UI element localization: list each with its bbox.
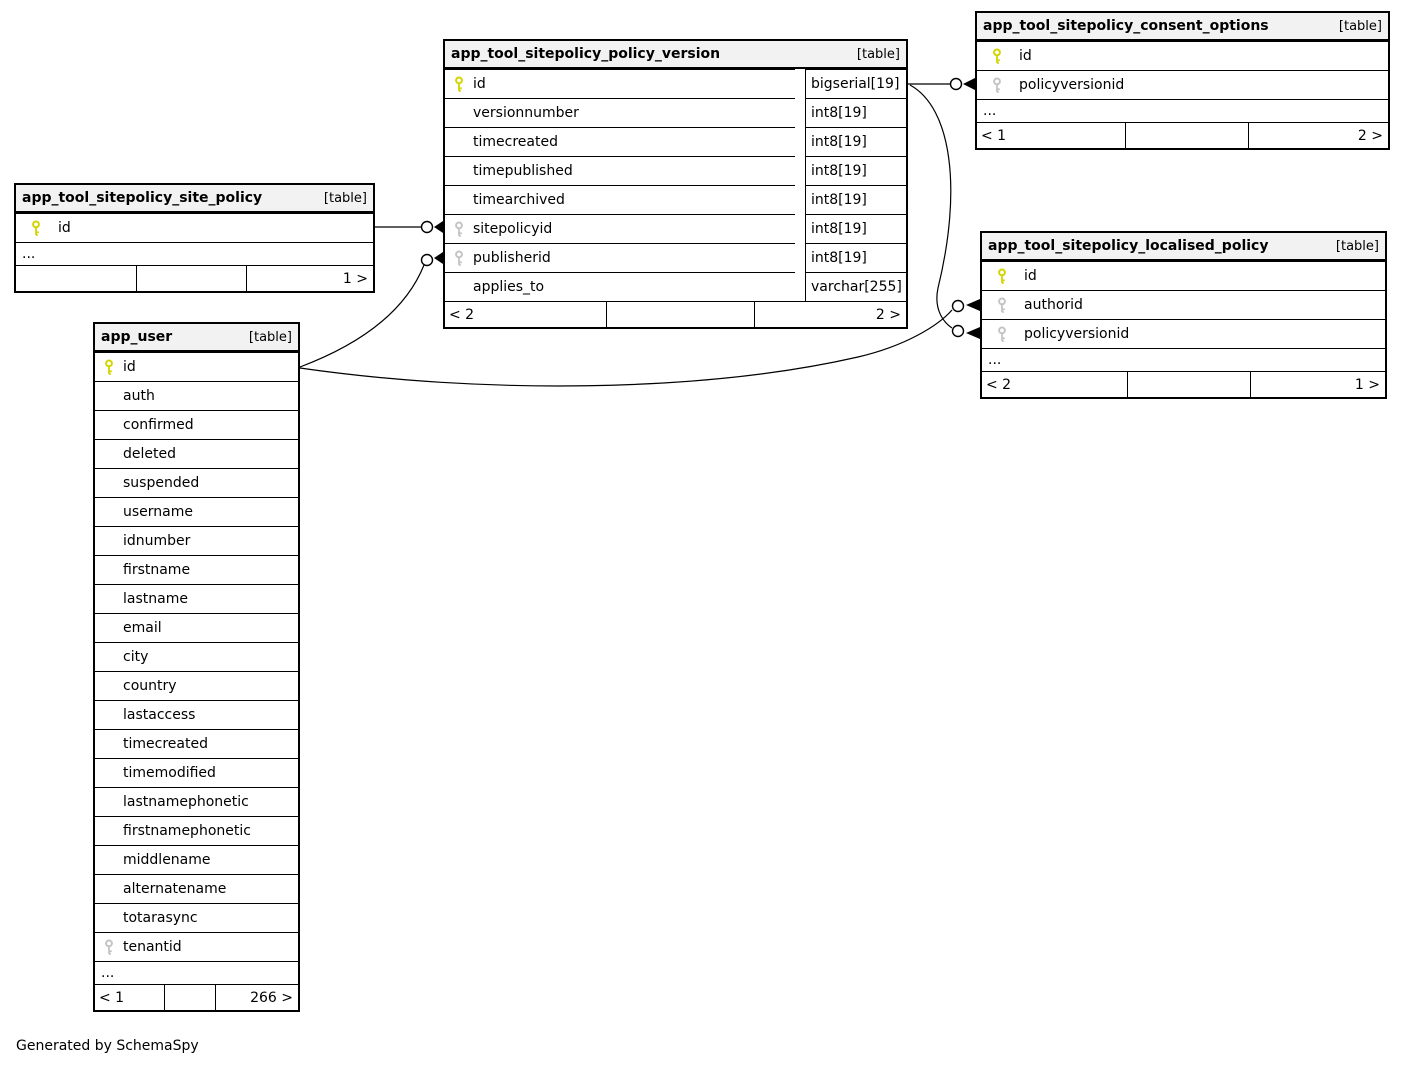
table-name[interactable]: app_tool_sitepolicy_site_policy <box>22 190 263 206</box>
column-name: authorid <box>1024 297 1083 313</box>
column-name: timecreated <box>473 134 558 150</box>
column-name: policyversionid <box>1024 326 1130 342</box>
column-cell <box>445 185 795 214</box>
column-row <box>95 410 298 439</box>
column-name: applies_to <box>473 279 545 295</box>
column-cell <box>445 127 795 156</box>
column-type: int8[19] <box>805 98 906 127</box>
column-name: id <box>1019 48 1032 64</box>
column-name: firstname <box>123 562 191 578</box>
foreign-key-icon <box>99 939 119 955</box>
footer-middle-cell <box>1127 372 1250 397</box>
column-row <box>95 613 298 642</box>
column-cell <box>445 69 795 98</box>
column-cell <box>95 468 298 497</box>
hidden-columns-indicator: ... <box>977 99 1388 122</box>
table-type-badge: [table] <box>1335 238 1379 254</box>
column-row <box>95 352 298 381</box>
column-cell <box>445 98 795 127</box>
column-row <box>95 845 298 874</box>
relationship-site_policy-to-policy_version <box>375 221 443 233</box>
table-consent_options <box>975 11 1390 150</box>
column-name: policyversionid <box>1019 77 1125 93</box>
column-name: alternatename <box>123 881 227 897</box>
column-cell <box>95 700 298 729</box>
crow-foot-arrow-icon <box>966 327 980 339</box>
column-name: timepublished <box>473 163 573 179</box>
column-row <box>445 69 906 98</box>
table-footer <box>445 301 906 327</box>
column-type: int8[19] <box>805 243 906 272</box>
column-name: timemodified <box>123 765 216 781</box>
column-row <box>95 468 298 497</box>
column-row <box>982 290 1385 319</box>
column-name: confirmed <box>123 417 194 433</box>
column-cell <box>95 874 298 903</box>
table-header <box>445 41 906 69</box>
column-cell <box>445 272 795 301</box>
column-row <box>95 787 298 816</box>
column-name: username <box>123 504 193 520</box>
column-type: varchar[255] <box>805 272 906 301</box>
table-app_user <box>93 322 300 1012</box>
column-cell <box>982 319 1385 348</box>
column-row <box>95 439 298 468</box>
column-row <box>445 156 906 185</box>
column-row <box>95 903 298 932</box>
column-name: id <box>58 220 71 236</box>
hidden-columns-indicator: ... <box>16 242 373 265</box>
footer-child-count: < 1 <box>99 989 125 1006</box>
cell-gap <box>795 185 805 214</box>
column-name: suspended <box>123 475 200 491</box>
column-cell <box>95 497 298 526</box>
generator-note: Generated by SchemaSpy <box>16 1038 199 1054</box>
column-name: timecreated <box>123 736 208 752</box>
column-cell <box>95 584 298 613</box>
primary-key-icon <box>449 76 469 92</box>
column-row <box>16 213 373 242</box>
primary-key-icon <box>987 48 1007 64</box>
footer-parent-count: 1 > <box>1250 372 1385 397</box>
column-cell <box>95 642 298 671</box>
column-type: int8[19] <box>805 214 906 243</box>
table-footer <box>977 122 1388 148</box>
primary-key-icon <box>992 268 1012 284</box>
foreign-key-icon <box>987 77 1007 93</box>
footer-child-count: < 2 <box>986 376 1012 393</box>
column-name: publisherid <box>473 250 551 266</box>
crow-foot-arrow-icon <box>966 299 980 311</box>
column-row <box>445 127 906 156</box>
column-cell <box>445 214 795 243</box>
column-name: city <box>123 649 149 665</box>
column-cell <box>95 816 298 845</box>
column-cell <box>95 439 298 468</box>
primary-key-icon <box>99 359 119 375</box>
column-cell <box>95 526 298 555</box>
column-row <box>445 98 906 127</box>
column-row <box>982 319 1385 348</box>
primary-key-icon <box>26 220 46 236</box>
column-row <box>95 874 298 903</box>
column-name: auth <box>123 388 155 404</box>
column-name: versionnumber <box>473 105 579 121</box>
column-cell <box>95 845 298 874</box>
column-type: int8[19] <box>805 185 906 214</box>
foreign-key-icon <box>449 221 469 237</box>
column-name: middlename <box>123 852 211 868</box>
footer-parent-count: 1 > <box>246 266 373 291</box>
column-row <box>95 555 298 584</box>
column-cell <box>95 729 298 758</box>
column-name: country <box>123 678 177 694</box>
column-cell <box>445 156 795 185</box>
footer-child-count: < 1 <box>981 127 1007 144</box>
table-type-badge: [table] <box>856 46 900 62</box>
column-name: id <box>473 76 486 92</box>
column-name: totarasync <box>123 910 198 926</box>
column-row <box>95 526 298 555</box>
cell-gap <box>795 127 805 156</box>
cell-gap <box>795 98 805 127</box>
footer-middle-cell <box>164 985 215 1010</box>
foreign-key-icon <box>992 326 1012 342</box>
table-name[interactable]: app_tool_sitepolicy_policy_version <box>451 46 721 62</box>
cell-gap <box>795 214 805 243</box>
footer-middle-cell <box>1125 123 1248 148</box>
column-row <box>95 700 298 729</box>
column-row <box>977 70 1388 99</box>
column-row <box>445 185 906 214</box>
column-row <box>95 758 298 787</box>
column-row <box>445 243 906 272</box>
column-type: bigserial[19] <box>805 69 906 98</box>
zero-or-one-circle-icon <box>951 79 962 90</box>
column-name: id <box>123 359 136 375</box>
column-row <box>95 497 298 526</box>
table-header <box>982 233 1385 261</box>
column-name: timearchived <box>473 192 565 208</box>
column-row <box>95 816 298 845</box>
column-name: lastnamephonetic <box>123 794 249 810</box>
footer-middle-cell <box>606 302 754 327</box>
column-cell <box>95 787 298 816</box>
hidden-columns-indicator: ... <box>982 348 1385 371</box>
column-row <box>95 932 298 961</box>
column-type: int8[19] <box>805 127 906 156</box>
column-name: email <box>123 620 162 636</box>
footer-parent-count: 2 > <box>754 302 906 327</box>
footer-parent-count: 266 > <box>215 985 298 1010</box>
column-name: lastname <box>123 591 188 607</box>
table-localised_policy <box>980 231 1387 399</box>
table-name[interactable]: app_tool_sitepolicy_consent_options <box>983 18 1269 34</box>
column-type: int8[19] <box>805 156 906 185</box>
footer-parent-count: 2 > <box>1248 123 1388 148</box>
zero-or-one-circle-icon <box>422 255 433 266</box>
column-cell <box>95 381 298 410</box>
column-row <box>95 584 298 613</box>
column-name: tenantid <box>123 939 182 955</box>
table-type-badge: [table] <box>248 329 292 345</box>
table-header <box>977 13 1388 41</box>
crow-foot-arrow-icon <box>434 221 443 233</box>
column-cell <box>982 261 1385 290</box>
zero-or-one-circle-icon <box>953 326 964 337</box>
foreign-key-icon <box>992 297 1012 313</box>
table-type-badge: [table] <box>323 190 367 206</box>
column-cell <box>95 352 298 381</box>
column-cell <box>982 290 1385 319</box>
column-cell <box>95 758 298 787</box>
column-cell <box>95 903 298 932</box>
footer-child-count <box>16 266 136 291</box>
column-row <box>982 261 1385 290</box>
column-row <box>445 214 906 243</box>
column-row <box>95 642 298 671</box>
column-cell <box>95 671 298 700</box>
cell-gap <box>795 156 805 185</box>
column-name: firstnamephonetic <box>123 823 251 839</box>
hidden-columns-indicator: ... <box>95 961 298 984</box>
footer-middle-cell <box>136 266 247 291</box>
zero-or-one-circle-icon <box>953 301 964 312</box>
table-header <box>16 185 373 213</box>
column-cell <box>95 410 298 439</box>
table-site_policy <box>14 183 375 293</box>
relationship-line <box>910 85 952 328</box>
table-name[interactable]: app_tool_sitepolicy_localised_policy <box>988 238 1269 254</box>
zero-or-one-circle-icon <box>422 222 433 233</box>
table-footer <box>16 265 373 291</box>
column-cell <box>16 213 373 242</box>
crow-foot-arrow-icon <box>963 78 975 90</box>
crow-foot-arrow-icon <box>434 252 443 264</box>
cell-gap <box>795 243 805 272</box>
column-cell <box>95 613 298 642</box>
table-name[interactable]: app_user <box>101 329 173 345</box>
column-row <box>445 272 906 301</box>
column-name: idnumber <box>123 533 191 549</box>
column-cell <box>445 243 795 272</box>
column-row <box>95 729 298 758</box>
column-name: lastaccess <box>123 707 196 723</box>
cell-gap <box>795 272 805 301</box>
table-footer <box>982 371 1385 397</box>
footer-child-count: < 2 <box>449 306 475 323</box>
column-cell <box>95 932 298 961</box>
column-name: sitepolicyid <box>473 221 553 237</box>
table-footer <box>95 984 298 1010</box>
column-cell <box>977 41 1388 70</box>
relationship-policy_version-to-localised_policy <box>910 85 980 339</box>
relationship-policy_version-to-consent_options <box>908 78 975 90</box>
column-row <box>95 381 298 410</box>
column-name: deleted <box>123 446 176 462</box>
cell-gap <box>795 69 805 98</box>
column-row <box>977 41 1388 70</box>
table-policy_version <box>443 39 908 329</box>
column-cell <box>95 555 298 584</box>
column-name: id <box>1024 268 1037 284</box>
foreign-key-icon <box>449 250 469 266</box>
table-header <box>95 324 298 352</box>
column-row <box>95 671 298 700</box>
table-type-badge: [table] <box>1338 18 1382 34</box>
column-cell <box>977 70 1388 99</box>
